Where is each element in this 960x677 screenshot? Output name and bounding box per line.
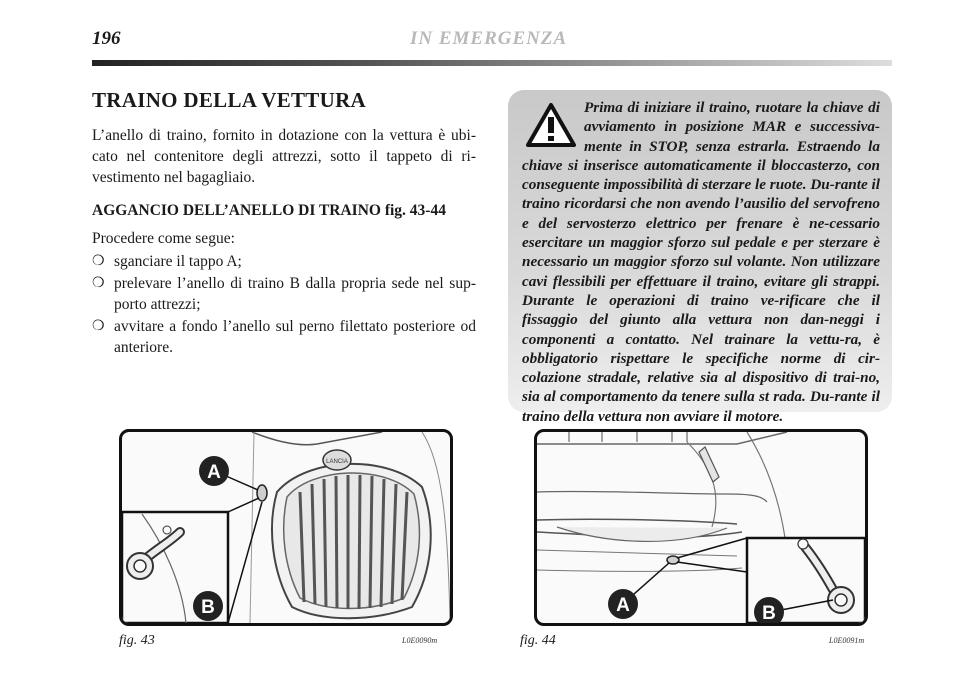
- header-rule: [92, 60, 892, 66]
- warning-text: Prima di iniziare il traino, ruotare la chiave di avviamento in posizione MAR e successiva-mente in STOP, senza estrarla. Estraendo la chiave si inserisce automaticamente il bloccasterzo, con conseguente impossibilità di sterzare le ruote. Du-rante il traino ricordarsi che non avendo l’ausilio del servofreno e del servosterzo elettrico per frenare è ne-cessario esercitare un maggior sforzo sul pedale e per sterzare è necessario un maggior sforzo sul volante. Non utilizzare cavi flessibili per effettuare il traino, evitare gli strappi. Durante le operazioni di traino ve-rificare che il fissaggio del giunto alla vettura non dan-neggi i componenti a contatto. Nel trainare la vettu-ra, è obbligatorio rispettare le specifiche norme di cir-colazione stradale, relative sia al dispositivo di trai-no, sia al comportamento da tenere sulla st rada. Du-rante il traino della vettura non avviare il motore.: [522, 99, 880, 425]
- figure-43: [119, 429, 453, 626]
- list-item: [92, 251, 476, 272]
- list-item: [92, 273, 476, 315]
- list-item-text: avvitare a fondo l’anello sul perno filettato posteriore od anteriore.: [114, 318, 476, 356]
- steps-list: [92, 251, 476, 358]
- callout-b-label: B: [762, 603, 776, 623]
- bullet-circle-icon: ❍: [92, 254, 105, 269]
- callout-a-label: A: [616, 595, 630, 616]
- warning-box: [508, 90, 892, 425]
- figure-44: [534, 429, 868, 626]
- bullet-circle-icon: ❍: [92, 276, 105, 291]
- list-item: [92, 316, 476, 358]
- figure-44-caption: fig. 44: [520, 633, 556, 648]
- procedure-intro: Procedere come segue:: [92, 230, 235, 247]
- main-text-column: [92, 88, 476, 359]
- list-item-text: prelevare l’anello di traino B dalla propria sede nel sup-porto attrezzi;: [114, 275, 476, 313]
- intro-paragraph: L’anello di traino, fornito in dotazione con la vettura è ubi-cato nel contenitore degli attrezzi, sotto il tappeto di ri-vestimento nel bagagliaio.: [92, 127, 476, 186]
- figure-44-illustration: [537, 432, 865, 623]
- callout-a-label: A: [207, 462, 221, 483]
- page-number: 196: [92, 28, 121, 49]
- section-title: IN EMERGENZA: [410, 28, 568, 49]
- subsection-title: AGGANCIO DELL’ANELLO DI TRAINO fig. 43-44: [92, 202, 446, 219]
- list-item-text: sganciare il tappo A;: [114, 253, 242, 270]
- figure-43-caption: fig. 43: [119, 633, 155, 648]
- figure-43-illustration: [122, 432, 450, 623]
- page-title: TRAINO DELLA VETTURA: [92, 88, 367, 112]
- bullet-circle-icon: ❍: [92, 319, 105, 334]
- warning-triangle-icon: [526, 102, 576, 148]
- callout-b-label: B: [201, 597, 215, 618]
- figure-43-code: L0E0090m: [402, 636, 438, 645]
- lancia-logo-text: LANCIA: [326, 459, 348, 465]
- figure-44-code: L0E0091m: [829, 636, 865, 645]
